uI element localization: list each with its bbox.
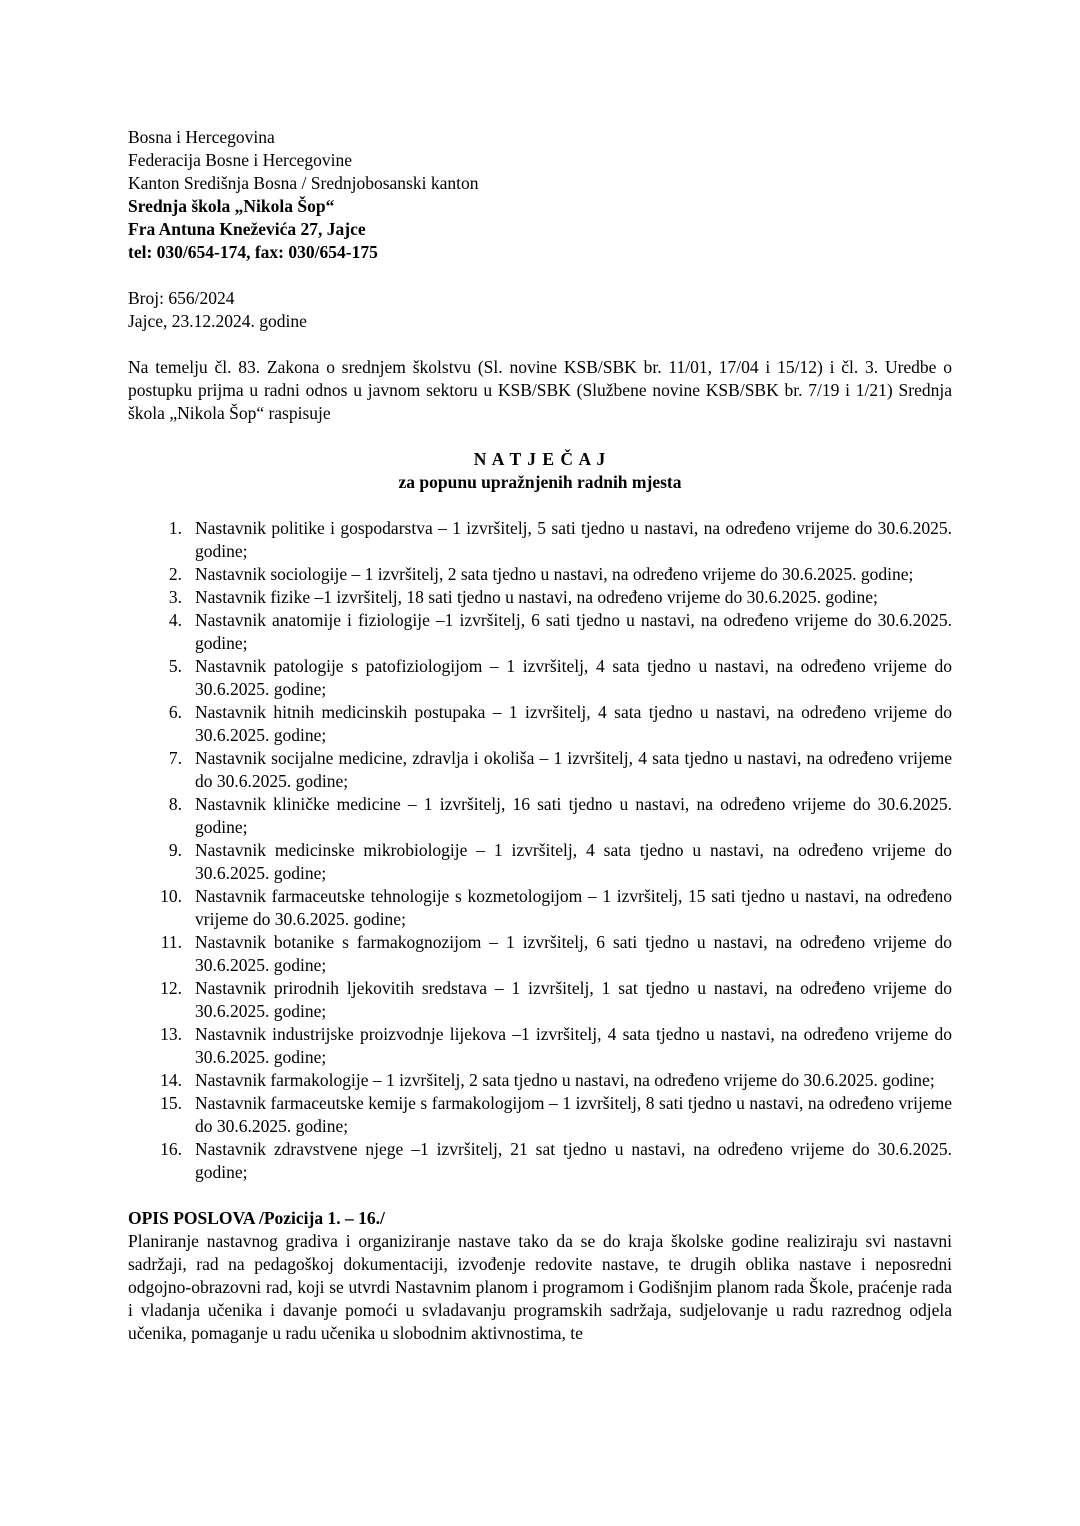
vacancy-item-text: Nastavnik hitnih medicinskih postupaka – 1 izvršitelj, 4 sata tjedno u nastavi, na određeno vrijeme do 30.6.2025. godine; xyxy=(195,702,952,745)
vacancy-item-text: Nastavnik anatomije i fiziologije –1 izvršitelj, 6 sati tjedno u nastavi, na određeno vrijeme do 30.6.2025. godine; xyxy=(195,610,952,653)
vacancy-item xyxy=(128,563,952,586)
letterhead-address: Fra Antuna Kneževića 27, Jajce xyxy=(128,219,366,239)
vacancy-item-text: Nastavnik farmakologije – 1 izvršitelj, 2 sata tjedno u nastavi, na određeno vrijeme do 30.6.2025. godine; xyxy=(195,1070,935,1090)
vacancy-item xyxy=(128,793,952,839)
reference-date-place: Jajce, 23.12.2024. godine xyxy=(128,311,307,331)
document-subtitle: za popunu upražnjenih radnih mjesta xyxy=(398,472,682,492)
vacancy-item-number: 13. xyxy=(160,1024,182,1044)
vacancy-item xyxy=(128,1138,952,1184)
vacancy-item xyxy=(128,655,952,701)
job-description-body: Planiranje nastavnog gradiva i organiziranje nastave tako da se do kraja školske godine realiziraju svi nastavni sadržaji, rad na pedagoškoj dokumentaciji, izvođenje redovite nastave, te drugih oblika nastave i neposredni odgojno-obrazovni rad, koji se utvrdi Nastavnim planom i programom i Godišnjim planom rada Škole, praćenje rada i vladanja učenika i davanje pomoći u svladavanju programskih sadržaja, sudjelovanje u radu razrednog odjela učenika, pomaganje u radu učenika u slobodnim aktivnostima, te xyxy=(128,1231,952,1343)
vacancy-item-text: Nastavnik farmaceutske tehnologije s kozmetologijom – 1 izvršitelj, 15 sati tjedno u nastavi, na određeno vrijeme do 30.6.2025. godine; xyxy=(195,886,952,929)
vacancy-item-number: 5. xyxy=(168,656,182,676)
reference-number: Broj: 656/2024 xyxy=(128,288,235,308)
vacancy-item-number: 2. xyxy=(168,564,182,584)
letterhead-school-name: Srednja škola „Nikola Šop“ xyxy=(128,196,335,216)
letterhead-federation: Federacija Bosne i Hercegovine xyxy=(128,150,353,170)
vacancy-item-number: 15. xyxy=(160,1093,182,1113)
intro-paragraph: Na temelju čl. 83. Zakona o srednjem školstvu (Sl. novine KSB/SBK br. 11/01, 17/04 i 15/12) i čl. 3. Uredbe o postupku prijma u radni odnos u javnom sektoru u KSB/SBK (Službene novine KSB/SBK br. 7/19 i 1/21) Srednja škola „Nikola Šop“ raspisuje xyxy=(128,357,952,423)
vacancy-item xyxy=(128,609,952,655)
vacancy-item xyxy=(128,1069,952,1092)
vacancy-item xyxy=(128,701,952,747)
vacancy-item-text: Nastavnik zdravstvene njege –1 izvršitelj, 21 sat tjedno u nastavi, na određeno vrijeme do 30.6.2025. godine; xyxy=(195,1139,952,1182)
vacancy-item-text: Nastavnik socijalne medicine, zdravlja i okoliša – 1 izvršitelj, 4 sata tjedno u nastavi, na određeno vrijeme do 30.6.2025. godine; xyxy=(195,748,952,791)
letterhead-contact: tel: 030/654-174, fax: 030/654-175 xyxy=(128,242,378,262)
vacancy-item-text: Nastavnik farmaceutske kemije s farmakologijom – 1 izvršitelj, 8 sati tjedno u nastavi, na određeno vrijeme do 30.6.2025. godine; xyxy=(195,1093,952,1136)
vacancy-item-text: Nastavnik kliničke medicine – 1 izvršitelj, 16 sati tjedno u nastavi, na određeno vrijeme do 30.6.2025. godine; xyxy=(195,794,952,837)
vacancy-item-text: Nastavnik fizike –1 izvršitelj, 18 sati tjedno u nastavi, na određeno vrijeme do 30.6.2025. godine; xyxy=(195,587,878,607)
vacancy-item xyxy=(128,586,952,609)
vacancy-item xyxy=(128,839,952,885)
vacancy-item-text: Nastavnik medicinske mikrobiologije – 1 izvršitelj, 4 sata tjedno u nastavi, na određeno vrijeme do 30.6.2025. godine; xyxy=(195,840,952,883)
vacancy-item xyxy=(128,1023,952,1069)
vacancy-item-text: Nastavnik patologije s patofiziologijom – 1 izvršitelj, 4 sata tjedno u nastavi, na određeno vrijeme do 30.6.2025. godine; xyxy=(195,656,952,699)
vacancy-item-number: 3. xyxy=(168,587,182,607)
vacancy-item xyxy=(128,931,952,977)
vacancy-item-text: Nastavnik industrijske proizvodnje lijekova –1 izvršitelj, 4 sata tjedno u nastavi, na određeno vrijeme do 30.6.2025. godine; xyxy=(195,1024,952,1067)
vacancy-item-number: 7. xyxy=(168,748,182,768)
vacancy-item-number: 6. xyxy=(168,702,182,722)
vacancy-item xyxy=(128,517,952,563)
vacancy-item-number: 1. xyxy=(168,518,182,538)
document-title: N A T J E Č A J xyxy=(473,449,607,469)
job-description-section xyxy=(128,1207,952,1345)
job-description-heading: OPIS POSLOVA /Pozicija 1. – 16./ xyxy=(128,1208,385,1228)
vacancy-item xyxy=(128,885,952,931)
vacancy-item-number: 9. xyxy=(168,840,182,860)
title-block xyxy=(128,448,952,494)
vacancy-item xyxy=(128,977,952,1023)
vacancy-item xyxy=(128,747,952,793)
vacancy-item-number: 4. xyxy=(168,610,182,630)
vacancy-item-text: Nastavnik politike i gospodarstva – 1 izvršitelj, 5 sati tjedno u nastavi, na određeno vrijeme do 30.6.2025. godine; xyxy=(195,518,952,561)
vacancy-item-number: 14. xyxy=(160,1070,182,1090)
vacancy-list xyxy=(128,517,952,1184)
vacancy-item-text: Nastavnik botanike s farmakognozijom – 1 izvršitelj, 6 sati tjedno u nastavi, na određeno vrijeme do 30.6.2025. godine; xyxy=(195,932,952,975)
vacancy-item-text: Nastavnik sociologije – 1 izvršitelj, 2 sata tjedno u nastavi, na određeno vrijeme do 30.6.2025. godine; xyxy=(195,564,914,584)
vacancy-item-number: 8. xyxy=(168,794,182,814)
letterhead xyxy=(128,126,952,264)
vacancy-item-number: 12. xyxy=(160,978,182,998)
vacancy-item-number: 11. xyxy=(160,932,182,952)
letterhead-canton: Kanton Središnja Bosna / Srednjobosanski kanton xyxy=(128,173,479,193)
reference-block xyxy=(128,287,952,333)
vacancy-item-text: Nastavnik prirodnih ljekovitih sredstava – 1 izvršitelj, 1 sat tjedno u nastavi, na određeno vrijeme do 30.6.2025. godine; xyxy=(195,978,952,1021)
vacancy-item-number: 16. xyxy=(160,1139,182,1159)
vacancy-item xyxy=(128,1092,952,1138)
letterhead-country: Bosna i Hercegovina xyxy=(128,127,275,147)
vacancy-item-number: 10. xyxy=(160,886,182,906)
